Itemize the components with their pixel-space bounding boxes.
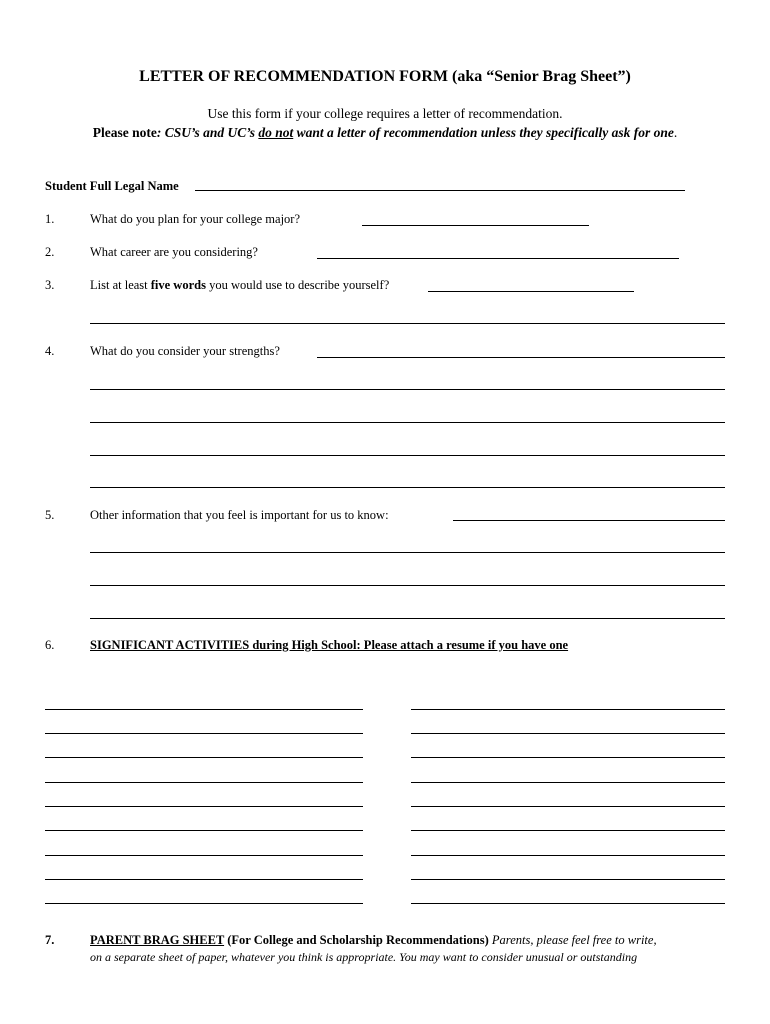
activity-left-line-2[interactable] [45,733,363,734]
q1-number: 1. [45,212,55,226]
q6-number: 6. [45,638,55,652]
activity-right-line-4[interactable] [411,782,725,783]
section7-subheading: (For College and Scholarship Recommendations) [224,933,492,947]
activity-right-line-6[interactable] [411,830,725,831]
activity-right-line-1[interactable] [411,709,725,710]
q3-answer-field[interactable] [428,291,634,292]
q4-answer-line-5[interactable] [90,487,725,488]
q4-answer-line-2[interactable] [90,389,725,390]
activity-right-line-5[interactable] [411,806,725,807]
q5-answer-line-3[interactable] [90,585,725,586]
q3-text-after: you would use to describe yourself? [205,278,390,292]
q5-answer-line-4[interactable] [90,618,725,619]
form-subtitle: Use this form if your college requires a letter of recommendation. [207,106,563,121]
q5-text: Other information that you feel is important for us to know: [90,508,389,522]
student-name-field[interactable] [195,190,685,191]
activity-left-line-5[interactable] [45,806,363,807]
section7-italic-line1: Parents, please feel free to write, [491,933,657,947]
note-colon: : [156,125,162,140]
q4-answer-line-3[interactable] [90,422,725,423]
q6-text: SIGNIFICANT ACTIVITIES during High School: Please attach a resume if you have one [90,638,569,652]
note-period: . [673,125,678,140]
q5-number: 5. [45,508,55,522]
activity-left-line-6[interactable] [45,830,363,831]
q5-answer-field[interactable] [453,520,725,521]
activity-right-line-2[interactable] [411,733,725,734]
activity-right-line-9[interactable] [411,903,725,904]
q3-text-before: List at least [90,278,151,292]
q3-text [90,278,389,293]
q5-answer-line-2[interactable] [90,552,725,553]
q3-number: 3. [45,278,55,292]
activity-right-line-7[interactable] [411,855,725,856]
q1-text: What do you plan for your college major? [90,212,300,226]
section7-line1 [90,933,657,948]
q4-text: What do you consider your strengths? [90,344,280,358]
q2-text: What career are you considering? [90,245,258,259]
q2-answer-field[interactable] [317,258,679,259]
q4-answer-line-4[interactable] [90,455,725,456]
q2-number: 2. [45,245,55,259]
section7-number: 7. [45,933,55,947]
note-do-not: do not [258,125,294,140]
student-name-label: Student Full Legal Name [45,179,179,193]
activity-left-line-4[interactable] [45,782,363,783]
form-title: LETTER OF RECOMMENDATION FORM (aka “Senior Brag Sheet”) [139,68,631,85]
section7-heading: PARENT BRAG SHEET [90,933,225,947]
activity-right-line-8[interactable] [411,879,725,880]
q1-answer-field[interactable] [362,225,589,226]
activity-right-line-3[interactable] [411,757,725,758]
activity-left-line-7[interactable] [45,855,363,856]
q4-answer-field[interactable] [317,357,725,358]
q4-number: 4. [45,344,55,358]
section7-italic-line2: on a separate sheet of paper, whatever you think is appropriate. You may want to consider unusual or outstanding [90,950,638,964]
note-label: Please note [92,125,157,140]
q3-answer-line-2[interactable] [90,323,725,324]
note-text-before: CSU’s and UC’s [161,125,259,140]
q3-text-bold: five words [150,278,206,292]
activity-left-line-3[interactable] [45,757,363,758]
activity-left-line-1[interactable] [45,709,363,710]
note-text-after: want a letter of recommendation unless they specifically ask for one [293,125,674,140]
activity-left-line-8[interactable] [45,879,363,880]
form-note [0,125,770,141]
activity-left-line-9[interactable] [45,903,363,904]
